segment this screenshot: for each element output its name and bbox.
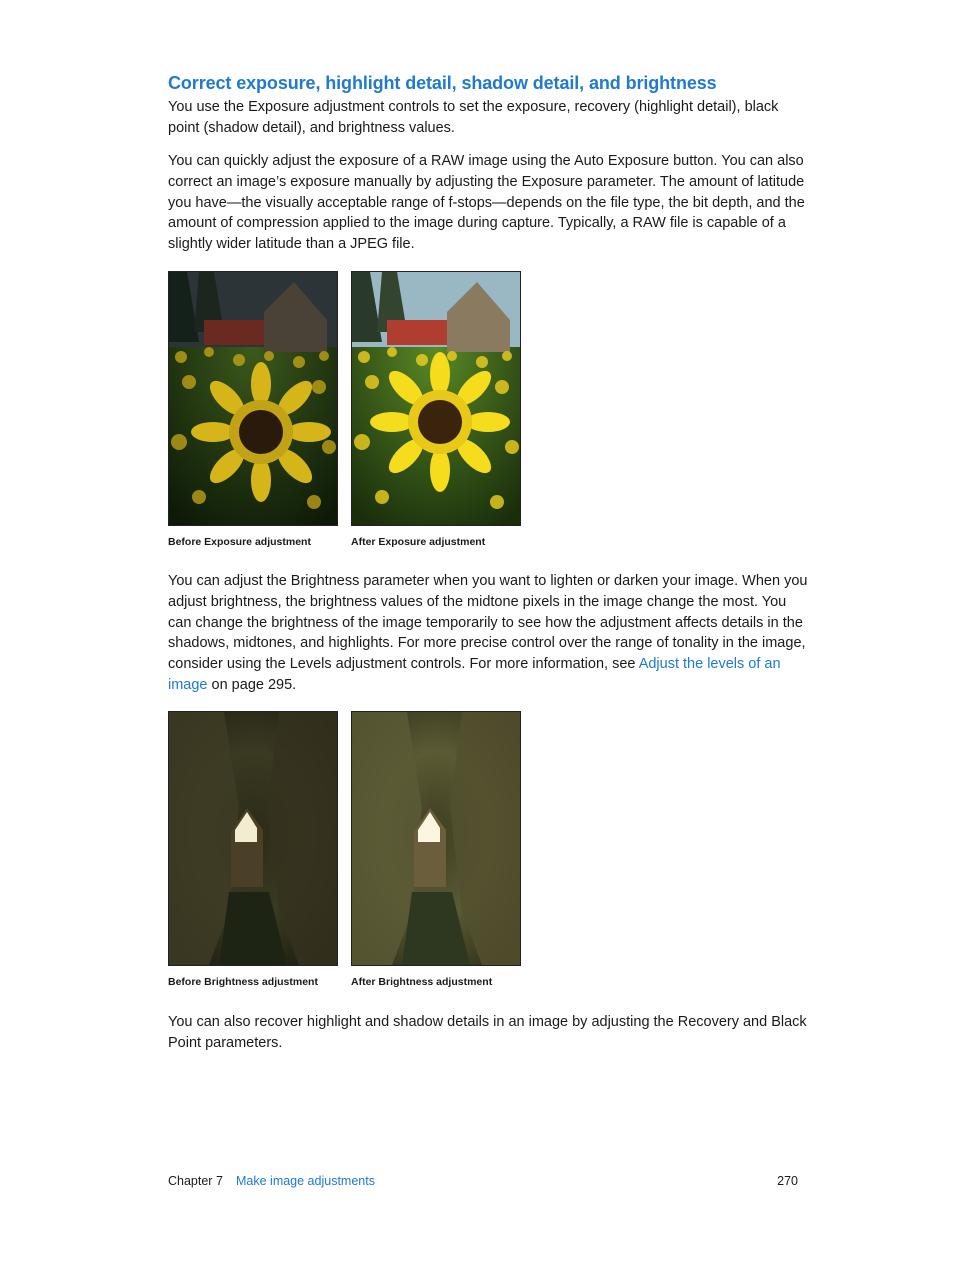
brightness-paragraph-text: You can adjust the Brightness parameter when you want to lighten or darken your image. When you adjust brightness, the brightness values of the midtone pixels in the image change the most. You can change the brightness of the image temporarily to see how the adjustment affects details in the shadows, midtones, and highlights. For more precise control over the range of tonality in the image, consider using the Levels adjustment controls. For more information, see [168,573,808,673]
page-number: 270 [777,1174,798,1188]
brightness-paragraph-page-ref: on page 295. [207,676,297,693]
footer-chapter-label: Chapter 7 [168,1174,223,1188]
levels-link[interactable]: Adjust the levels of an image [168,656,781,693]
recovery-paragraph: You can also recover highlight and shadow details in an image by adjusting the Recovery and Black Point parameters. [168,1014,807,1051]
before-brightness-caption: Before Brightness adjustment [168,976,318,988]
intro-paragraph: You use the Exposure adjustment controls to set the exposure, recovery (highlight detail), black point (shadow detail), and brightness values. [168,99,779,136]
after-exposure-photo [351,271,521,526]
exposure-paragraph: You can quickly adjust the exposure of a RAW image using the Auto Exposure button. You can also correct an image’s exposure manually by adjusting the Exposure parameter. The amount of latitude you have—the visually acceptable range of f-stops—depends on the file type, the bit depth, and the amount of compression applied to the image during capture. Typically, a RAW file is capable of a slightly wider latitude than a JPEG file. [168,153,805,253]
before-brightness-photo [168,711,338,966]
after-exposure-caption: After Exposure adjustment [351,536,486,548]
brightness-paragraph [168,571,808,696]
section-heading: Correct exposure, highlight detail, shadow detail, and brightness [168,73,717,93]
before-exposure-photo [168,271,338,526]
footer-chapter-link[interactable]: Make image adjustments [236,1174,375,1188]
after-brightness-caption: After Brightness adjustment [351,976,493,988]
before-exposure-caption: Before Exposure adjustment [168,536,311,548]
after-brightness-photo [351,711,521,966]
